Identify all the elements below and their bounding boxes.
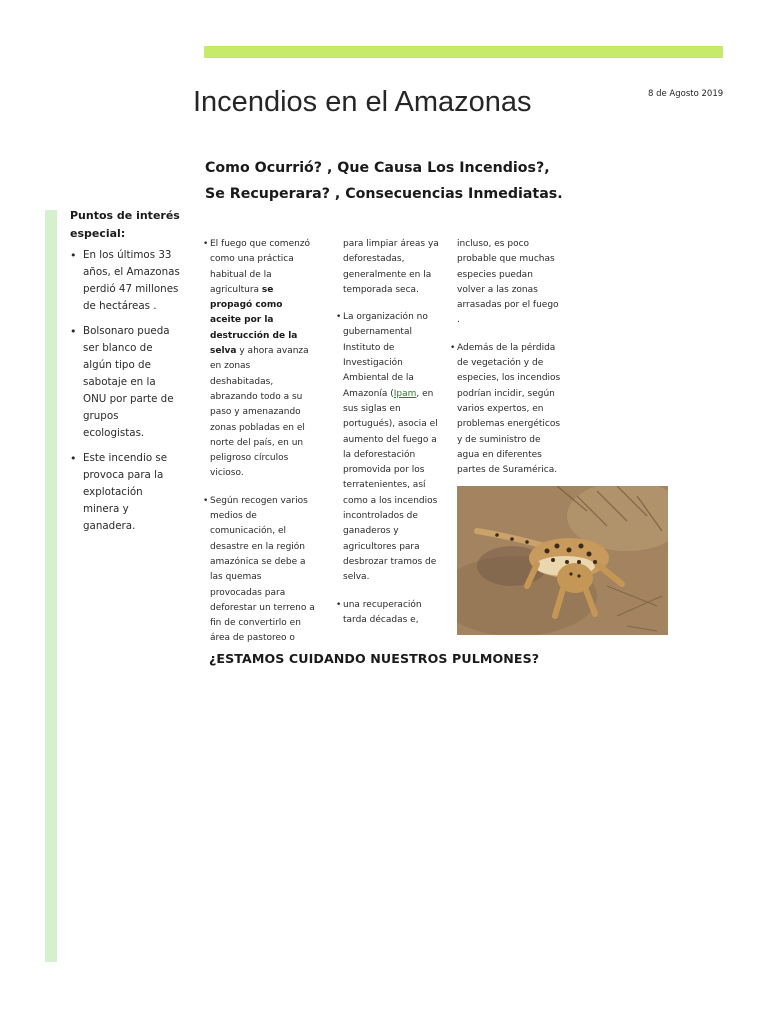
sidebar-accent-bar (45, 210, 57, 962)
article-column-1 (203, 237, 316, 659)
ipam-link[interactable]: Ipam (393, 388, 417, 399)
sidebar-title: Puntos de interés especial: (70, 209, 180, 240)
top-accent-bar (204, 46, 723, 58)
article-paragraph: incluso, es poco probable que muchas especies puedan volver a las zonas arrasadas por el fuego . (457, 239, 559, 326)
article-paragraph: • Según recogen varios medios de comunicación, el desastre en la región amazónica se debe a las quemas provocadas para deforestar un terreno a fin de convertirlo en área de pastoreo o (203, 494, 316, 647)
article-paragraph: • una recuperación tarda décadas e, (336, 598, 444, 629)
article-paragraph: • Además de la pérdida de vegetación y de especies, los incendios podrían incidir, según varios expertos, en problemas energéticos y de suministro de agua en diferentes partes de Suramérica. (450, 341, 562, 479)
subtitle-line-1: Como Ocurrió? , Que Causa Los Incendios?, (205, 160, 550, 176)
article-paragraph: • La organización no gubernamental Instituto de Investigación Ambiental de la Amazonía (Ipam, en sus siglas en portugués), asocia el aumento del fuego a la deforestación promovida por los terratenientes, así como a los incendios incontrolados de ganaderos y agricultores para desbrozar tramos de selva. (336, 310, 444, 585)
sidebar-item: • En los últimos 33 años, el Amazonas perdió 47 millones de hectáreas . (70, 247, 182, 315)
issue-date: 8 de Agosto 2019 (648, 89, 724, 99)
sidebar-item: • Este incendio se provoca para la explotación minera y ganadera. (70, 450, 182, 535)
sidebar-item: • Bolsonaro pueda ser blanco de algún tipo de sabotaje en la ONU por parte de grupos ecologistas. (70, 323, 182, 442)
injured-jaguar-photo (457, 486, 668, 635)
newsletter-title: Incendios en el Amazonas (193, 86, 532, 118)
article-column-2 (336, 237, 444, 640)
article-paragraph: • El fuego que comenzó como una práctica habitual de la agricultura se propagó como aceite por la destrucción de la selva y ahora avanza en zonas deshabitadas, abrazando todo a su paso y amenazando zonas pobladas en el norte del país, en un peligroso círculos vicioso. (203, 237, 316, 482)
emphasis-text: se propagó como aceite por la destrucción de la selva (210, 284, 298, 357)
article-paragraph: para limpiar áreas ya deforestadas, generalmente en la temporada seca. (343, 239, 439, 295)
sidebar-list (70, 247, 182, 535)
article-subtitle (205, 155, 563, 207)
subtitle-line-2: Se Recuperara? , Consecuencias Inmediatas. (205, 186, 563, 202)
closing-question-heading: ¿ESTAMOS CUIDANDO NUESTROS PULMONES? (209, 651, 540, 666)
article-column-3 (450, 237, 562, 490)
sidebar-points-of-interest (70, 207, 182, 543)
